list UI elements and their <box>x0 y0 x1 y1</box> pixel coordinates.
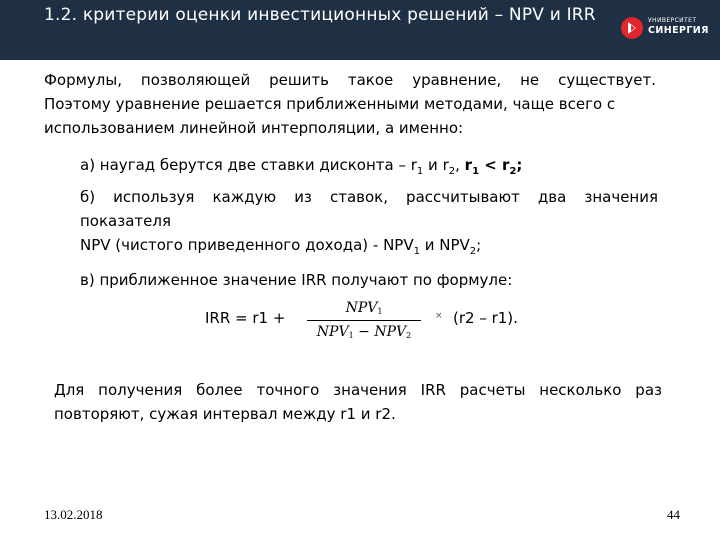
slide-title: 1.2. критерии оценки инвестиционных решений – NPV и IRR <box>44 5 596 25</box>
item-b <box>80 185 658 264</box>
slide-header <box>0 0 720 60</box>
item-a-r1: $r_1 < r_2$; <box>464 156 523 177</box>
item-a-mid: и r <box>423 156 449 174</box>
intro-line-2: Поэтому уравнение решается приближенными методами, чаще всего с <box>44 95 616 113</box>
intro-line-1: Формулы, позволяющей решить такое уравнение, не существует. <box>44 71 656 89</box>
logo-text <box>648 17 709 37</box>
fraction-bar <box>307 320 421 321</box>
final-line-2: повторяют, сужая интервал между r1 и r2. <box>54 405 396 423</box>
intro-line-3: использованием линейной интерполяции, а именно: <box>44 119 464 137</box>
item-b-line-2: показателя <box>80 212 171 230</box>
logo-line1: УНИВЕРСИТЕТ <box>648 17 697 24</box>
formula-tail: (r2 – r1). <box>453 309 518 327</box>
logo-line2: СИНЕРГИЯ <box>648 25 709 36</box>
multiply-sign: × <box>435 311 443 321</box>
intro-paragraph <box>44 68 656 140</box>
formula-denominator: NPV1 − NPV2 <box>316 324 412 340</box>
item-a-sep: , <box>455 156 465 174</box>
item-b-line-1: б) используя каждую из ставок, рассчитывают два значения <box>80 188 658 206</box>
item-a-text: а) наугад берутся две ставки дисконта – r <box>80 156 417 174</box>
page-number: 44 <box>667 507 680 522</box>
synergy-logo <box>620 13 715 47</box>
final-line-1: Для получения более точного значения IRR расчеты несколько раз <box>54 381 662 399</box>
formula-numerator: NPV1 <box>345 300 383 316</box>
final-paragraph <box>54 378 662 426</box>
item-b-line-3: NPV (чистого приведенного дохода) - $NPV_1$ и $NPV_2$; <box>80 236 482 257</box>
item-v: в) приближенное значение IRR получают по формуле: <box>80 271 513 289</box>
synergy-logo-mark-icon <box>620 16 644 40</box>
footer-date: 13.02.2018 <box>44 507 103 522</box>
item-a-sub1: 1 <box>416 166 424 177</box>
formula-lhs: IRR = r1 + <box>205 309 286 327</box>
item-a <box>80 153 660 184</box>
irr-formula <box>205 296 545 346</box>
formula-fraction <box>307 299 421 343</box>
item-a-sub2: 2 <box>448 166 456 177</box>
